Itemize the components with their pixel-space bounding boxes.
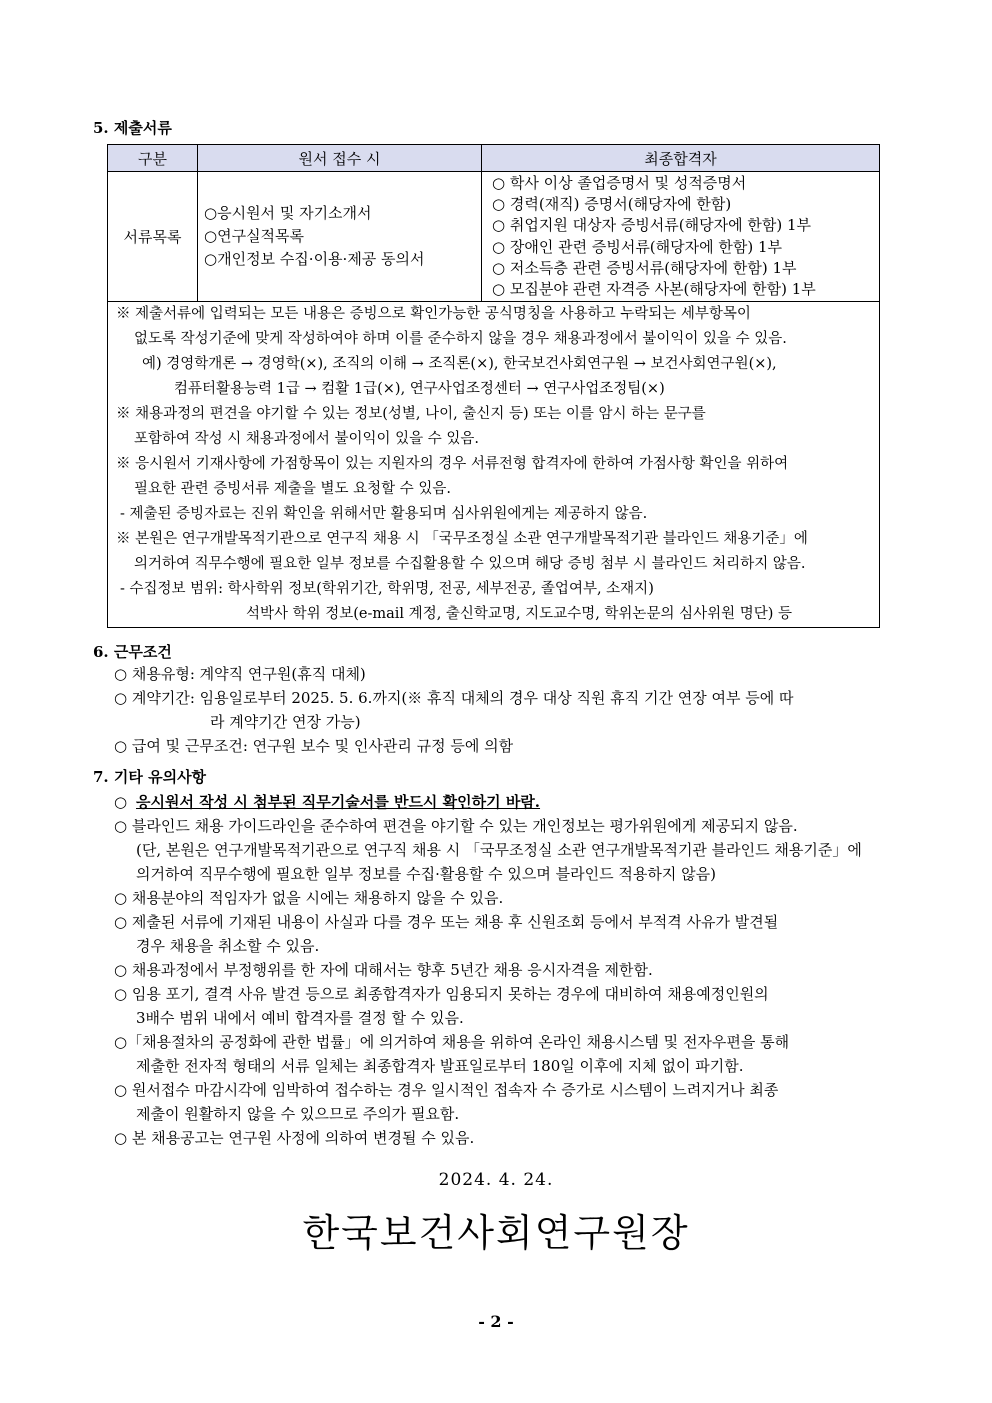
note-line: 석박사 학위 정보(e-mail 계정, 출신학교명, 지도교수명, 학위논문의 심사위원 명단) 등 — [246, 606, 792, 622]
note-line: 포함하여 작성 시 채용과정에서 불이익이 있을 수 있음. — [134, 431, 480, 447]
note-line: 예) 경영학개론 → 경영학(×), 조직의 이해 → 조직론(×), 한국보건사회연구원 → 보건사회연구원(×), — [142, 356, 777, 372]
list-item: 제출한 전자적 형태의 서류 일체는 최종합격자 발표일로부터 180일 이후에 지체 없이 파기함. — [136, 1057, 744, 1075]
list-item: 3배수 범위 내에서 예비 합격자를 결정 할 수 있음. — [136, 1009, 464, 1027]
note-line: - 수집정보 범위: 학사학위 정보(학위기간, 학위명, 전공, 세부전공, 졸업여부, 소재지) — [120, 581, 654, 597]
list-item: ○ 채용과정에서 부정행위를 한 자에 대해서는 향후 5년간 채용 응시자격을 제한함. — [114, 961, 653, 979]
section-7-list — [114, 790, 904, 1150]
list-item: ○개인정보 수집·이용·제공 동의서 — [204, 250, 425, 268]
documents-table — [107, 144, 880, 628]
table-row — [108, 172, 880, 302]
list-item: 의거하여 직무수행에 필요한 일부 정보를 수집·활용할 수 있으며 블라인드 적용하지 않음) — [136, 865, 716, 883]
note-line: ※ 제출서류에 입력되는 모든 내용은 증빙으로 확인가능한 공식명칭을 사용하고 누락되는 세부항목이 — [116, 306, 751, 322]
list-item: ○ 경력(재직) 증명서(해당자에 한함) — [492, 194, 732, 213]
list-item — [114, 790, 904, 814]
note-line: ※ 응시원서 기재사항에 가점항목이 있는 지원자의 경우 서류전형 합격자에 한하여 가점사항 확인을 위하여 — [116, 456, 789, 472]
section-6-title: 6. 근무조건 — [93, 643, 172, 661]
list-item: ○ 저소득층 관련 증빙서류(해당자에 한함) 1부 — [492, 258, 797, 277]
header-application: 원서 접수 시 — [198, 145, 482, 172]
final-docs-list — [492, 173, 873, 301]
list-item: 제출이 원활하지 않을 수 있으므로 주의가 필요함. — [136, 1105, 460, 1123]
list-item: ○ 학사 이상 졸업증명서 및 성적증명서 — [492, 173, 747, 192]
header-final: 최종합격자 — [482, 145, 880, 172]
list-item: 라 계약기간 연장 가능) — [210, 713, 361, 731]
list-item: ○ 취업지원 대상자 증빙서류(해당자에 한함) 1부 — [492, 216, 811, 235]
section-6-list — [114, 662, 904, 758]
list-item: ○ 모집분야 관련 자격증 사본(해당자에 한함) 1부 — [492, 280, 816, 299]
list-item: ○ 제출된 서류에 기재된 내용이 사실과 다를 경우 또는 채용 후 신원조회 등에서 부적격 사유가 발견될 — [114, 913, 779, 931]
notes-row — [108, 302, 880, 628]
list-item: ○ 블라인드 채용 가이드라인을 준수하여 편견을 야기할 수 있는 개인정보는 평가위원에게 제공되지 않음. — [114, 817, 798, 835]
list-item: ○ 채용분야의 적임자가 없을 시에는 채용하지 않을 수 있음. — [114, 889, 504, 907]
final-docs-cell — [482, 172, 880, 302]
note-line: - 제출된 증빙자료는 진위 확인을 위해서만 활용되며 심사위원에게는 제공하지 않음. — [120, 506, 648, 522]
section-5-title: 5. 제출서류 — [93, 119, 172, 137]
note-line: 필요한 관련 증빙서류 제출을 별도 요청할 수 있음. — [134, 481, 452, 497]
note-line: ※ 본원은 연구개발목적기관으로 연구직 채용 시 「국무조정실 소관 연구개발목적기관 블라인드 채용기준」에 — [116, 531, 808, 547]
list-item: ○응시원서 및 자기소개서 — [204, 204, 372, 222]
list-item: ○연구실적목록 — [204, 227, 305, 245]
list-item: 경우 채용을 취소할 수 있음. — [136, 937, 320, 955]
list-item: ○ 본 채용공고는 연구원 사정에 의하여 변경될 수 있음. — [114, 1129, 475, 1147]
bullet: ○ — [114, 793, 128, 811]
application-docs-cell — [198, 172, 482, 302]
list-item: ○ 채용유형: 계약직 연구원(휴직 대체) — [114, 665, 366, 683]
page-number: - 2 - — [478, 1312, 514, 1331]
notes-cell — [108, 302, 880, 628]
section-7-title: 7. 기타 유의사항 — [93, 768, 207, 786]
list-item: ○ 계약기간: 임용일로부터 2025. 5. 6.까지(※ 휴직 대체의 경우 대상 직원 휴직 기간 연장 여부 등에 따 — [114, 689, 794, 707]
emphasized-notice: 응시원서 작성 시 첨부된 직무기술서를 반드시 확인하기 바람. — [136, 793, 541, 811]
list-item: (단, 본원은 연구개발목적기관으로 연구직 채용 시 「국무조정실 소관 연구개발목적기관 블라인드 채용기준」에 — [136, 841, 862, 859]
note-line: ※ 채용과정의 편견을 야기할 수 있는 정보(성별, 나이, 출신지 등) 또는 이를 암시 하는 문구를 — [116, 406, 706, 422]
list-item: ○ 급여 및 근무조건: 연구원 보수 및 인사관리 규정 등에 의함 — [114, 737, 514, 755]
note-line: 없도록 작성기준에 맞게 작성하여야 하며 이를 준수하지 않을 경우 채용과정에서 불이익이 있을 수 있음. — [134, 331, 787, 347]
row-label: 서류목록 — [108, 172, 198, 302]
signature-title: 한국보건사회연구원장 — [302, 1211, 690, 1255]
issue-date: 2024. 4. 24. — [438, 1170, 554, 1190]
table-header-row — [108, 145, 880, 172]
list-item: ○「채용절차의 공정화에 관한 법률」에 의거하여 채용을 위하여 온라인 채용시스템 및 전자우편을 통해 — [114, 1033, 790, 1051]
list-item: ○ 원서접수 마감시각에 임박하여 접수하는 경우 일시적인 접속자 수 증가로 시스템이 느려지거나 최종 — [114, 1081, 779, 1099]
note-line: 컴퓨터활용능력 1급 → 컴활 1급(×), 연구사업조정센터 → 연구사업조정팀(×) — [174, 381, 665, 397]
application-docs-list — [204, 202, 475, 271]
note-line: 의거하여 직무수행에 필요한 일부 정보를 수집활용할 수 있으며 해당 증빙 첨부 시 블라인드 처리하지 않음. — [134, 556, 806, 572]
list-item: ○ 임용 포기, 결격 사유 발견 등으로 최종합격자가 임용되지 못하는 경우에 대비하여 채용예정인원의 — [114, 985, 769, 1003]
header-category: 구분 — [108, 145, 198, 172]
list-item: ○ 장애인 관련 증빙서류(해당자에 한함) 1부 — [492, 237, 783, 256]
